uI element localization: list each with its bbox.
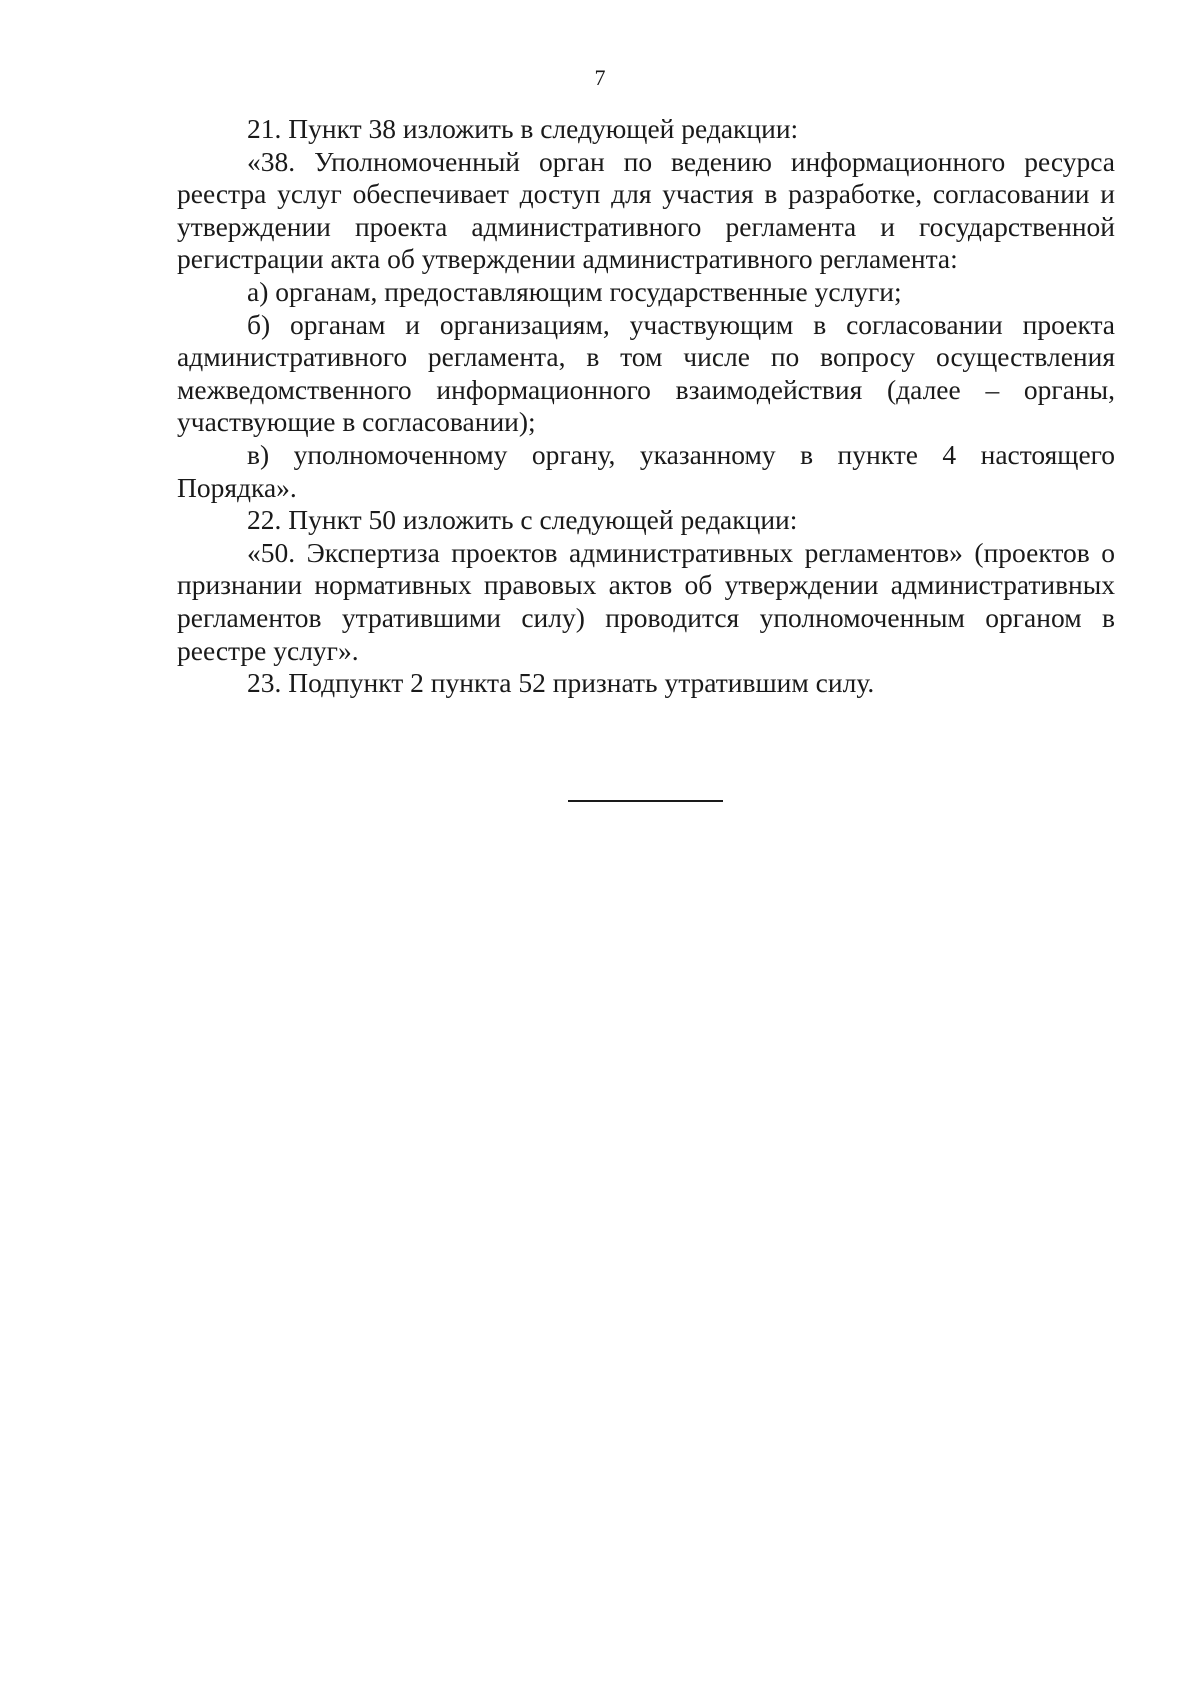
paragraph-clause-50: «50. Экспертиза проектов административных регламентов» (проектов о признании нормативных правовых актов об утверждении административных регламентов утратившими силу) проводится уполномоченным органом в реестре услуг». xyxy=(177,536,1115,666)
paragraph-item-21: 21. Пункт 38 изложить в следующей редакции: xyxy=(247,113,799,144)
page-number: 7 xyxy=(594,65,606,90)
document-body xyxy=(177,113,1115,700)
paragraph-subclause-b: б) органам и организациям, участвующим в согласовании проекта административного регламента, в том числе по вопросу осуществления межведомственного информационного взаимодействия (далее – органы, участвующие в согласовании); xyxy=(177,308,1115,438)
paragraph-subclause-v: в) уполномоченному органу, указанному в пункте 4 настоящего Порядка». xyxy=(177,438,1115,503)
paragraph-subclause-a: а) органам, предоставляющим государственные услуги; xyxy=(247,275,902,307)
end-of-text-rule xyxy=(568,800,723,802)
paragraph-item-22: 22. Пункт 50 изложить с следующей редакции: xyxy=(247,504,798,536)
paragraph-clause-38: «38. Уполномоченный орган по ведению информационного ресурса реестра услуг обеспечивает доступ для участия в разработке, согласовании и утверждении проекта административного регламента и государственной регистрации акта об утверждении административного регламента: xyxy=(177,145,1115,275)
paragraph-item-23: 23. Подпункт 2 пункта 52 признать утратившим силу. xyxy=(247,667,875,699)
